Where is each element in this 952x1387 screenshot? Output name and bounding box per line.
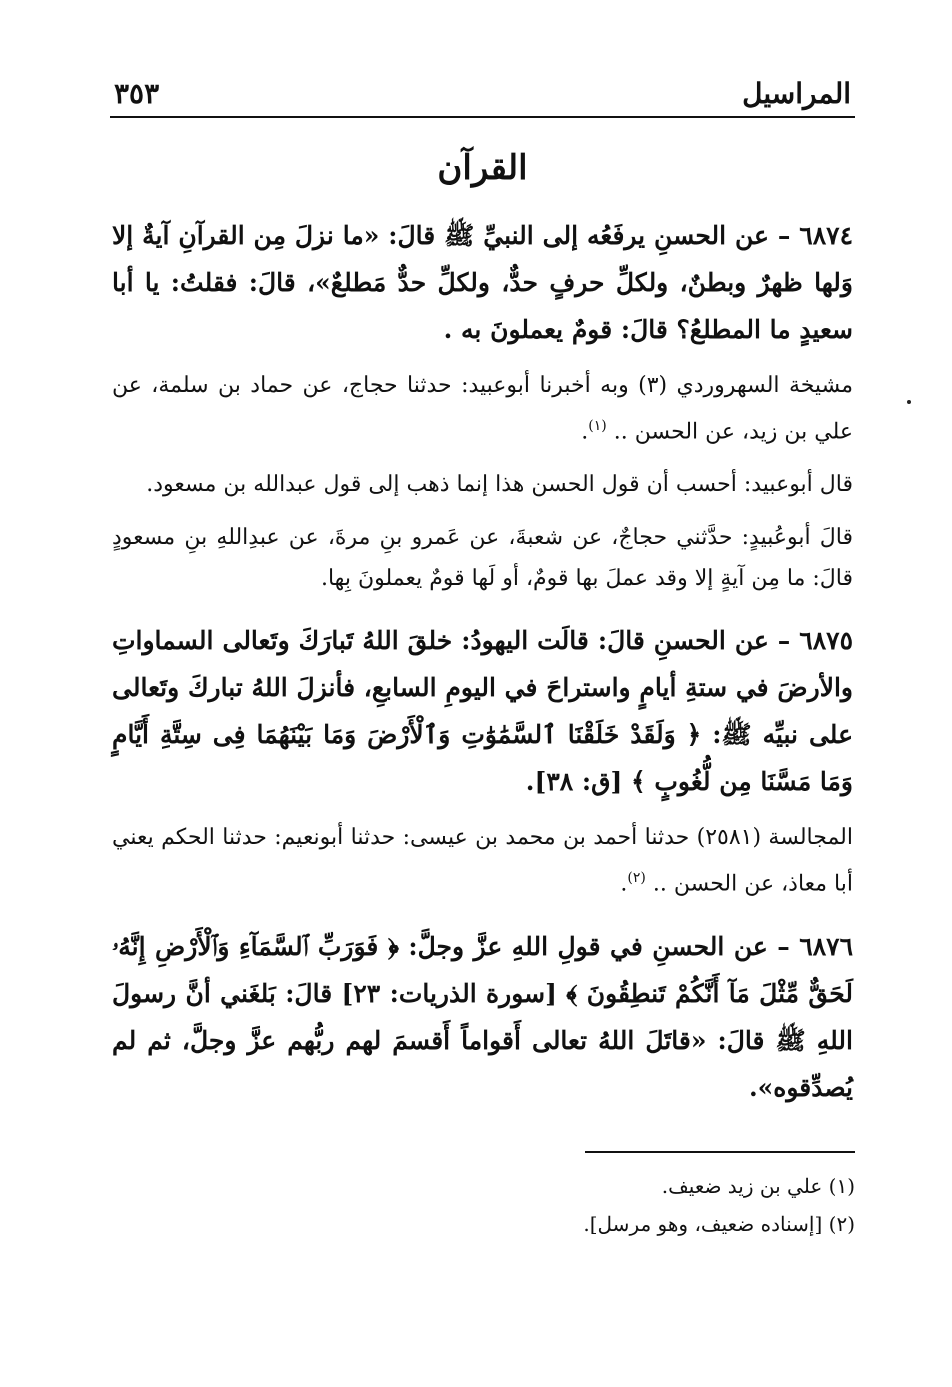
source-note-2 [110,817,855,904]
source-note-1 [110,365,855,452]
footnote-ref-1[interactable]: (١) [588,418,607,434]
footnote-2-label: (٢) [828,1211,855,1236]
scan-speck [907,400,911,404]
page-number: ٣٥٣ [114,77,160,110]
source-note-2-end: . [620,871,628,897]
footnote-2-text: [إسناده ضعيف، وهو مرسل]. [583,1211,823,1236]
hadith-6876: ٦٨٧٦ – عن الحسنِ في قولِ اللهِ عزَّ وجلَّ: ﴿ فَوَرَبِّ ٱلسَّمَآءِ وَٱلْأَرْضِ إِنَّهُۥ لَحَقٌّ مِّثْلَ مَآ أَنَّكُمْ تَنطِقُونَ ﴾ [سورة الذريات: ٢٣] قالَ: بَلغَني أنَّ رسولَ اللهِ ﷺ قالَ: «قاتَلَ اللهُ تعالى أَقواماً أَقسمَ لهم ربُّهم عزَّ وجلَّ، ثم لم يُصدِّقوه». [112,931,853,1102]
hadith-6875: ٦٨٧٥ – عن الحسنِ قالَ: قالَت اليهودُ: خلقَ اللهُ تَبارَكَ وتَعالى السماواتِ والأرضَ في ستةِ أيامٍ واستراحَ في اليومِ السابعِ، فأنزلَ اللهُ تباركَ وتَعالى على نبيِّه ﷺ: ﴿ وَلَقَدْ خَلَقْنَا ٱلسَّمَٰوَٰتِ وَٱلْأَرْضَ وَمَا بَيْنَهُمَا فِى سِتَّةِ أَيَّامٍ وَمَا مَسَّنَا مِن لُّغُوبٍ ﴾ [ق: ٣٨]. [112,626,853,797]
running-header [110,70,855,118]
footnote-1 [110,1167,855,1205]
supporting-narration: قالَ أبوعُبيدٍ: حدَّثني حجاجٌ، عن شعبةَ، عن عَمرو بنِ مرةَ، عن عبدِاللهِ بنِ مسعودٍ قالَ: ما مِن آيةٍ إلا وقد عملَ بها قومٌ، أو لَها قومٌ يعملونَ بِها. [112,525,853,592]
book-title: المراسيل [742,77,851,110]
footnote-1-text: علي بن زيد ضعيف. [661,1173,823,1198]
footnote-ref-2[interactable]: (٢) [627,870,646,887]
source-note-1-text: مشيخة السهروردي (٣) وبه أخبرنا أبوعبيد: حدثنا حجاج، عن حماد بن سلمة، عن علي بن زيد، عن الحسن .. [112,373,853,445]
section-title: القرآن [437,148,528,188]
source-note-2-text: المجالسة (٢٥٨١) حدثنا أحمد بن محمد بن عيسى: حدثنا أبونعيم: حدثنا الحكم يعني أبا معاذ، عن الحسن .. [112,825,853,897]
book-page [110,70,855,1243]
footnote-2 [110,1205,855,1243]
footnote-divider [585,1151,855,1153]
footnote-1-label: (١) [828,1173,855,1198]
hadith-6874: ٦٨٧٤ – عن الحسنِ يرفَعُه إلى النبيِّ ﷺ قالَ: «ما نزلَ مِن القرآنِ آيةٌ إلا وَلها ظهرٌ وبطنٌ، ولكلِّ حرفٍ حدٌّ، ولكلِّ حدٌّ مَطلعٌ»، قالَ: فقلتُ: يا أبا سعيدٍ ما المطلعُ؟ قالَ: قومٌ يعملونَ به . [112,221,853,344]
source-note-1-end: . [581,419,589,445]
footnotes [110,1167,855,1243]
commentary-note: قال أبوعبيد: أحسب أن قول الحسن هذا إنما ذهب إلى قول عبدالله بن مسعود. [146,472,853,498]
